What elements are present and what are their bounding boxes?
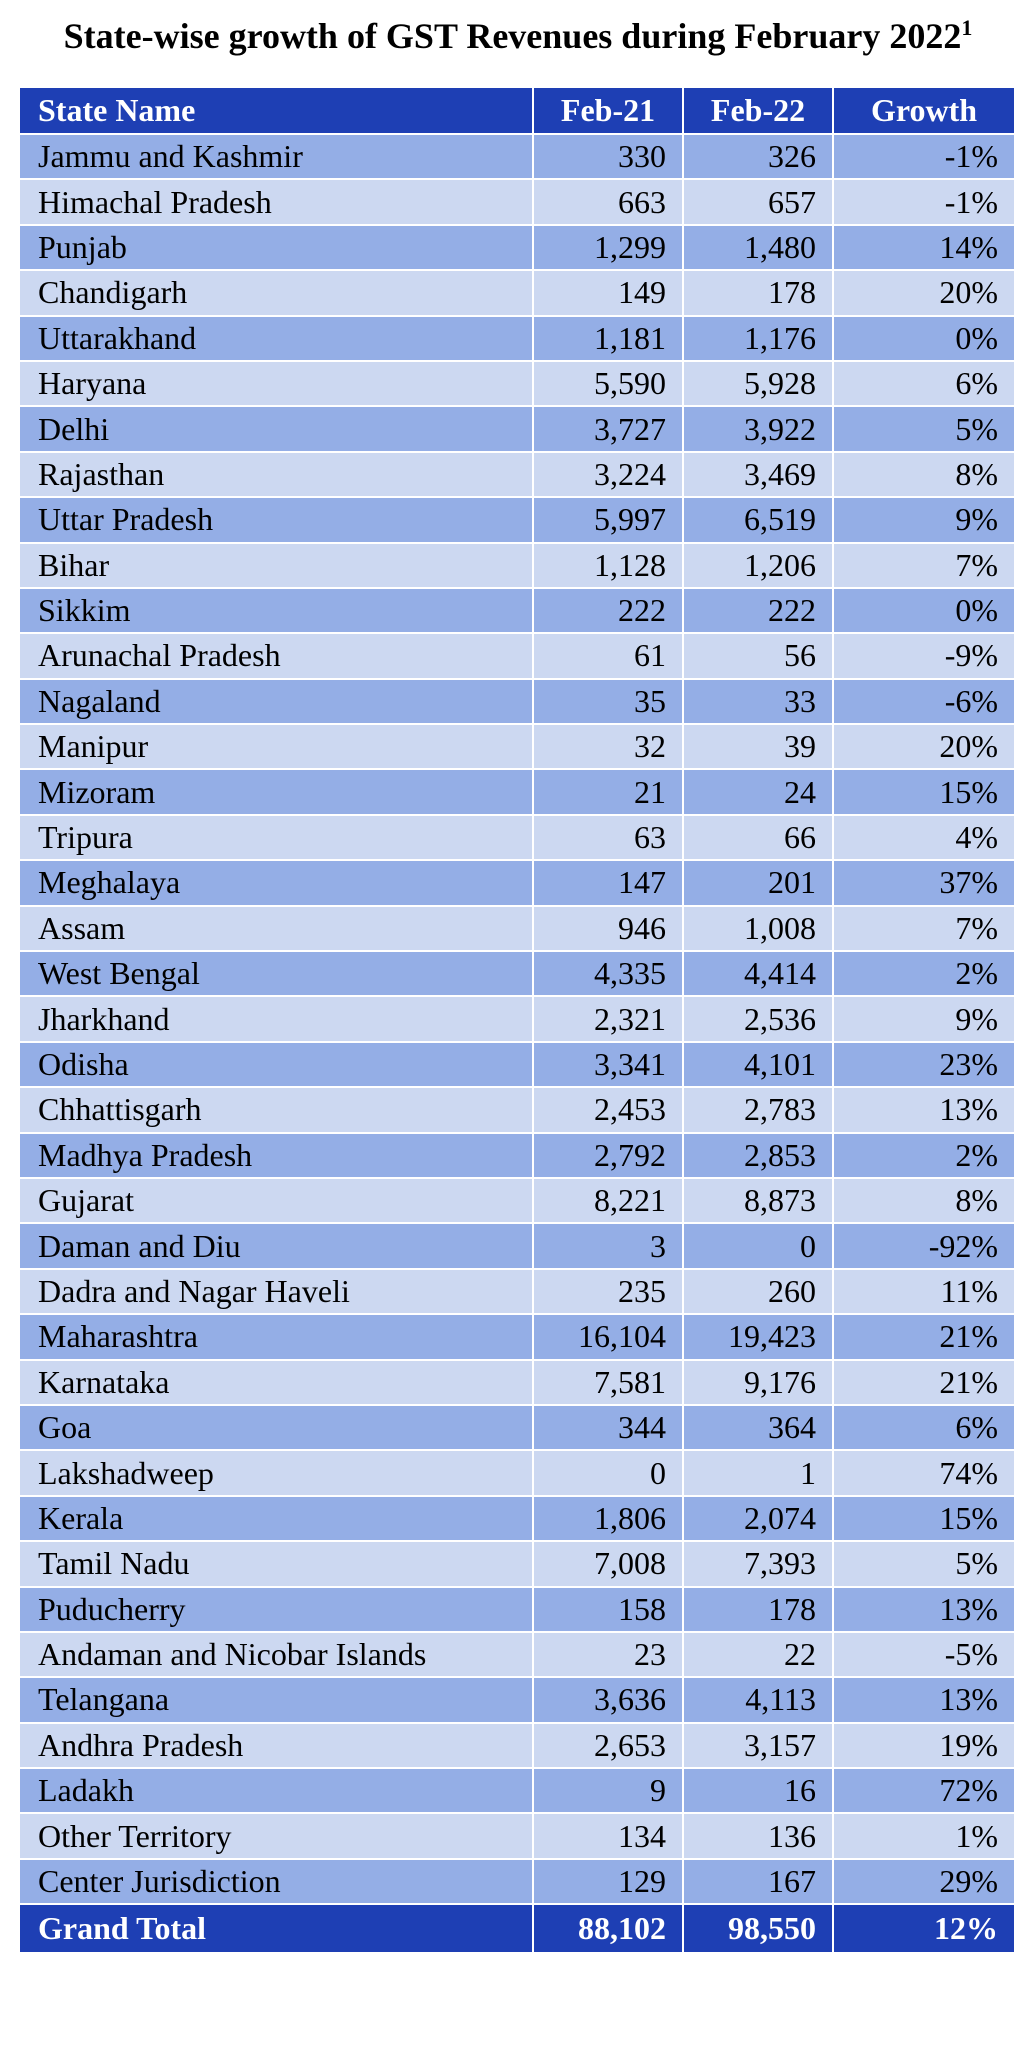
table-row bbox=[19, 860, 1015, 905]
feb-22-cell: 201 bbox=[683, 860, 833, 905]
feb-21-cell: 0 bbox=[533, 1450, 683, 1495]
state-name-cell: Puducherry bbox=[19, 1587, 533, 1632]
feb-21-cell: 1,128 bbox=[533, 543, 683, 588]
feb-22-cell: 2,536 bbox=[683, 996, 833, 1041]
table-row bbox=[19, 951, 1015, 996]
feb-21-cell: 5,590 bbox=[533, 361, 683, 406]
feb-21-cell: 330 bbox=[533, 134, 683, 179]
table-row bbox=[19, 361, 1015, 406]
feb-21-cell: 2,453 bbox=[533, 1087, 683, 1132]
state-name-cell: Tamil Nadu bbox=[19, 1541, 533, 1586]
growth-cell: 19% bbox=[833, 1723, 1015, 1768]
feb-22-cell: 2,783 bbox=[683, 1087, 833, 1132]
feb-22-cell: 9,176 bbox=[683, 1360, 833, 1405]
feb-22-cell: 56 bbox=[683, 633, 833, 678]
state-name-cell: Punjab bbox=[19, 225, 533, 270]
table-row bbox=[19, 1450, 1015, 1495]
feb-22-cell: 22 bbox=[683, 1632, 833, 1677]
feb-22-cell: 4,113 bbox=[683, 1677, 833, 1722]
feb-22-cell: 19,423 bbox=[683, 1314, 833, 1359]
feb-22-cell: 33 bbox=[683, 679, 833, 724]
table-row bbox=[19, 906, 1015, 951]
growth-cell: 5% bbox=[833, 1541, 1015, 1586]
feb-21-cell: 7,008 bbox=[533, 1541, 683, 1586]
feb-21-cell: 663 bbox=[533, 179, 683, 224]
feb-21-cell: 1,181 bbox=[533, 316, 683, 361]
feb-22-cell: 136 bbox=[683, 1813, 833, 1858]
table-row bbox=[19, 497, 1015, 542]
state-name-cell: Uttarakhand bbox=[19, 316, 533, 361]
state-name-cell: Ladakh bbox=[19, 1768, 533, 1813]
feb-22-cell: 364 bbox=[683, 1405, 833, 1450]
feb-21-cell: 9 bbox=[533, 1768, 683, 1813]
table-row bbox=[19, 1813, 1015, 1858]
growth-cell: -5% bbox=[833, 1632, 1015, 1677]
growth-cell: 11% bbox=[833, 1269, 1015, 1314]
feb-22-cell: 0 bbox=[683, 1223, 833, 1268]
total-feb-21: 88,102 bbox=[533, 1904, 683, 1953]
title-text: State-wise growth of GST Revenues during February 2022 bbox=[63, 16, 962, 56]
growth-cell: 0% bbox=[833, 588, 1015, 633]
state-name-cell: Telangana bbox=[19, 1677, 533, 1722]
feb-21-cell: 16,104 bbox=[533, 1314, 683, 1359]
header-feb-21: Feb-21 bbox=[533, 87, 683, 134]
growth-cell: -6% bbox=[833, 679, 1015, 724]
feb-21-cell: 21 bbox=[533, 769, 683, 814]
growth-cell: -9% bbox=[833, 633, 1015, 678]
growth-cell: 5% bbox=[833, 406, 1015, 451]
feb-22-cell: 2,074 bbox=[683, 1496, 833, 1541]
table-row bbox=[19, 1178, 1015, 1223]
growth-cell: 23% bbox=[833, 1042, 1015, 1087]
page-title bbox=[0, 14, 1036, 58]
feb-21-cell: 222 bbox=[533, 588, 683, 633]
feb-21-cell: 23 bbox=[533, 1632, 683, 1677]
feb-22-cell: 1,176 bbox=[683, 316, 833, 361]
feb-22-cell: 657 bbox=[683, 179, 833, 224]
table-row bbox=[19, 1768, 1015, 1813]
table-row bbox=[19, 1223, 1015, 1268]
feb-22-cell: 178 bbox=[683, 1587, 833, 1632]
growth-cell: 13% bbox=[833, 1587, 1015, 1632]
table-row bbox=[19, 179, 1015, 224]
table-row bbox=[19, 406, 1015, 451]
growth-cell: 6% bbox=[833, 1405, 1015, 1450]
state-name-cell: West Bengal bbox=[19, 951, 533, 996]
total-feb-22: 98,550 bbox=[683, 1904, 833, 1953]
state-name-cell: Jharkhand bbox=[19, 996, 533, 1041]
feb-21-cell: 4,335 bbox=[533, 951, 683, 996]
growth-cell: 9% bbox=[833, 996, 1015, 1041]
feb-22-cell: 24 bbox=[683, 769, 833, 814]
state-name-cell: Other Territory bbox=[19, 1813, 533, 1858]
growth-cell: 29% bbox=[833, 1859, 1015, 1904]
feb-21-cell: 2,792 bbox=[533, 1133, 683, 1178]
feb-22-cell: 39 bbox=[683, 724, 833, 769]
table-row bbox=[19, 815, 1015, 860]
growth-cell: 2% bbox=[833, 1133, 1015, 1178]
growth-cell: 15% bbox=[833, 769, 1015, 814]
feb-22-cell: 6,519 bbox=[683, 497, 833, 542]
header-feb-22: Feb-22 bbox=[683, 87, 833, 134]
state-name-cell: Madhya Pradesh bbox=[19, 1133, 533, 1178]
table-row bbox=[19, 1133, 1015, 1178]
state-name-cell: Odisha bbox=[19, 1042, 533, 1087]
feb-22-cell: 4,101 bbox=[683, 1042, 833, 1087]
feb-21-cell: 5,997 bbox=[533, 497, 683, 542]
feb-21-cell: 946 bbox=[533, 906, 683, 951]
table-row bbox=[19, 452, 1015, 497]
total-growth: 12% bbox=[833, 1904, 1015, 1953]
feb-21-cell: 32 bbox=[533, 724, 683, 769]
feb-21-cell: 3,224 bbox=[533, 452, 683, 497]
grand-total-row bbox=[19, 1904, 1015, 1953]
feb-22-cell: 178 bbox=[683, 270, 833, 315]
state-name-cell: Himachal Pradesh bbox=[19, 179, 533, 224]
state-name-cell: Jammu and Kashmir bbox=[19, 134, 533, 179]
feb-22-cell: 3,157 bbox=[683, 1723, 833, 1768]
state-name-cell: Rajasthan bbox=[19, 452, 533, 497]
feb-21-cell: 63 bbox=[533, 815, 683, 860]
feb-21-cell: 35 bbox=[533, 679, 683, 724]
state-name-cell: Center Jurisdiction bbox=[19, 1859, 533, 1904]
growth-cell: 20% bbox=[833, 270, 1015, 315]
state-name-cell: Andaman and Nicobar Islands bbox=[19, 1632, 533, 1677]
table-row bbox=[19, 1087, 1015, 1132]
table-row bbox=[19, 1042, 1015, 1087]
total-label: Grand Total bbox=[19, 1904, 533, 1953]
feb-21-cell: 235 bbox=[533, 1269, 683, 1314]
state-name-cell: Haryana bbox=[19, 361, 533, 406]
state-name-cell: Delhi bbox=[19, 406, 533, 451]
growth-cell: -92% bbox=[833, 1223, 1015, 1268]
growth-cell: 8% bbox=[833, 452, 1015, 497]
feb-21-cell: 61 bbox=[533, 633, 683, 678]
feb-21-cell: 149 bbox=[533, 270, 683, 315]
state-name-cell: Karnataka bbox=[19, 1360, 533, 1405]
feb-22-cell: 222 bbox=[683, 588, 833, 633]
table-row bbox=[19, 588, 1015, 633]
feb-21-cell: 134 bbox=[533, 1813, 683, 1858]
state-name-cell: Maharashtra bbox=[19, 1314, 533, 1359]
table-row bbox=[19, 1859, 1015, 1904]
state-name-cell: Gujarat bbox=[19, 1178, 533, 1223]
feb-21-cell: 344 bbox=[533, 1405, 683, 1450]
table-row bbox=[19, 724, 1015, 769]
feb-22-cell: 260 bbox=[683, 1269, 833, 1314]
state-name-cell: Chhattisgarh bbox=[19, 1087, 533, 1132]
feb-22-cell: 66 bbox=[683, 815, 833, 860]
state-name-cell: Assam bbox=[19, 906, 533, 951]
feb-21-cell: 8,221 bbox=[533, 1178, 683, 1223]
growth-cell: 74% bbox=[833, 1450, 1015, 1495]
state-name-cell: Meghalaya bbox=[19, 860, 533, 905]
growth-cell: 21% bbox=[833, 1314, 1015, 1359]
table-row bbox=[19, 1405, 1015, 1450]
feb-21-cell: 3 bbox=[533, 1223, 683, 1268]
growth-cell: 14% bbox=[833, 225, 1015, 270]
state-name-cell: Uttar Pradesh bbox=[19, 497, 533, 542]
growth-cell: 2% bbox=[833, 951, 1015, 996]
growth-cell: 7% bbox=[833, 906, 1015, 951]
table-body bbox=[19, 134, 1015, 1904]
title-footnote: 1 bbox=[961, 15, 973, 40]
table-row bbox=[19, 134, 1015, 179]
state-name-cell: Dadra and Nagar Haveli bbox=[19, 1269, 533, 1314]
header-growth: Growth bbox=[833, 87, 1015, 134]
growth-cell: 9% bbox=[833, 497, 1015, 542]
feb-22-cell: 8,873 bbox=[683, 1178, 833, 1223]
feb-22-cell: 1,008 bbox=[683, 906, 833, 951]
growth-cell: 37% bbox=[833, 860, 1015, 905]
table-row bbox=[19, 633, 1015, 678]
feb-21-cell: 129 bbox=[533, 1859, 683, 1904]
growth-cell: 1% bbox=[833, 1813, 1015, 1858]
feb-22-cell: 4,414 bbox=[683, 951, 833, 996]
feb-21-cell: 1,806 bbox=[533, 1496, 683, 1541]
growth-cell: 21% bbox=[833, 1360, 1015, 1405]
feb-22-cell: 1,480 bbox=[683, 225, 833, 270]
growth-cell: 20% bbox=[833, 724, 1015, 769]
state-name-cell: Bihar bbox=[19, 543, 533, 588]
table-row bbox=[19, 1360, 1015, 1405]
growth-cell: 15% bbox=[833, 1496, 1015, 1541]
table-row bbox=[19, 1723, 1015, 1768]
state-name-cell: Goa bbox=[19, 1405, 533, 1450]
feb-21-cell: 147 bbox=[533, 860, 683, 905]
state-name-cell: Nagaland bbox=[19, 679, 533, 724]
feb-21-cell: 3,727 bbox=[533, 406, 683, 451]
state-name-cell: Mizoram bbox=[19, 769, 533, 814]
state-name-cell: Daman and Diu bbox=[19, 1223, 533, 1268]
table-row bbox=[19, 543, 1015, 588]
table-row bbox=[19, 769, 1015, 814]
gst-revenue-table bbox=[18, 86, 1016, 1954]
feb-21-cell: 1,299 bbox=[533, 225, 683, 270]
table-row bbox=[19, 996, 1015, 1041]
feb-22-cell: 1,206 bbox=[683, 543, 833, 588]
feb-22-cell: 3,922 bbox=[683, 406, 833, 451]
feb-21-cell: 2,321 bbox=[533, 996, 683, 1041]
table-row bbox=[19, 1587, 1015, 1632]
header-state-name: State Name bbox=[19, 87, 533, 134]
table-row bbox=[19, 1541, 1015, 1586]
feb-22-cell: 1 bbox=[683, 1450, 833, 1495]
state-name-cell: Arunachal Pradesh bbox=[19, 633, 533, 678]
table-row bbox=[19, 1269, 1015, 1314]
table-row bbox=[19, 270, 1015, 315]
feb-21-cell: 3,341 bbox=[533, 1042, 683, 1087]
state-name-cell: Andhra Pradesh bbox=[19, 1723, 533, 1768]
growth-cell: -1% bbox=[833, 179, 1015, 224]
growth-cell: -1% bbox=[833, 134, 1015, 179]
feb-22-cell: 5,928 bbox=[683, 361, 833, 406]
table-row bbox=[19, 1677, 1015, 1722]
state-name-cell: Chandigarh bbox=[19, 270, 533, 315]
state-name-cell: Manipur bbox=[19, 724, 533, 769]
state-name-cell: Lakshadweep bbox=[19, 1450, 533, 1495]
table-row bbox=[19, 1314, 1015, 1359]
table-header-row bbox=[19, 87, 1015, 134]
feb-21-cell: 2,653 bbox=[533, 1723, 683, 1768]
feb-22-cell: 167 bbox=[683, 1859, 833, 1904]
growth-cell: 7% bbox=[833, 543, 1015, 588]
state-name-cell: Tripura bbox=[19, 815, 533, 860]
growth-cell: 13% bbox=[833, 1087, 1015, 1132]
table-row bbox=[19, 1632, 1015, 1677]
growth-cell: 4% bbox=[833, 815, 1015, 860]
feb-21-cell: 3,636 bbox=[533, 1677, 683, 1722]
growth-cell: 13% bbox=[833, 1677, 1015, 1722]
table-row bbox=[19, 316, 1015, 361]
feb-21-cell: 7,581 bbox=[533, 1360, 683, 1405]
table-row bbox=[19, 225, 1015, 270]
feb-22-cell: 16 bbox=[683, 1768, 833, 1813]
growth-cell: 6% bbox=[833, 361, 1015, 406]
table-row bbox=[19, 1496, 1015, 1541]
feb-22-cell: 7,393 bbox=[683, 1541, 833, 1586]
growth-cell: 8% bbox=[833, 1178, 1015, 1223]
table-row bbox=[19, 679, 1015, 724]
state-name-cell: Kerala bbox=[19, 1496, 533, 1541]
state-name-cell: Sikkim bbox=[19, 588, 533, 633]
growth-cell: 72% bbox=[833, 1768, 1015, 1813]
feb-21-cell: 158 bbox=[533, 1587, 683, 1632]
feb-22-cell: 2,853 bbox=[683, 1133, 833, 1178]
feb-22-cell: 3,469 bbox=[683, 452, 833, 497]
growth-cell: 0% bbox=[833, 316, 1015, 361]
feb-22-cell: 326 bbox=[683, 134, 833, 179]
